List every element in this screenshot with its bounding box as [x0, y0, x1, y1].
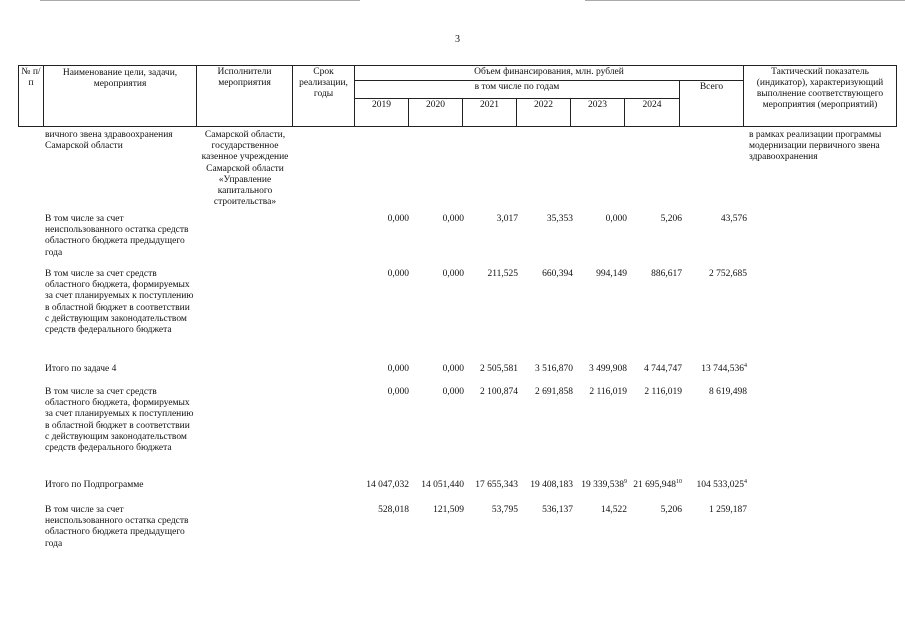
header-year: 2024	[625, 99, 680, 127]
value-2024: 886,617	[651, 269, 682, 279]
header-by-year: в том числе по годам	[355, 81, 680, 99]
scan-line	[40, 0, 360, 1]
value-2022: 19 408,183	[530, 480, 573, 490]
value-total: 43,576	[720, 214, 747, 224]
row-indicator: в рамках реализации программы модернизации первичного звена здравоохранения	[749, 130, 882, 163]
header-total: Всего	[680, 81, 744, 127]
footnote-marker: 10	[676, 478, 682, 485]
header-year: 2023	[571, 99, 625, 127]
value-2023: 994,149	[596, 269, 627, 279]
value-2024: 5,206	[660, 214, 682, 224]
value-2023: 0,000	[605, 214, 627, 224]
header-name: Наименование цели, задачи, мероприятия	[44, 66, 197, 127]
value-2022: 2 691,858	[535, 387, 573, 397]
footnote-marker: 4	[744, 478, 747, 485]
value-2023: 14,522	[600, 505, 627, 515]
value-2019: 0,000	[387, 269, 409, 279]
header-no: № п/п	[19, 66, 44, 127]
value-2021: 17 655,343	[475, 480, 518, 490]
row-name: В том числе за счет неиспользованного остатка средств областного бюджета предыдущего года	[45, 505, 189, 549]
header-year: 2022	[517, 99, 571, 127]
value-2020: 0,000	[442, 214, 464, 224]
value-2022: 3 516,870	[535, 364, 573, 374]
value-2024: 4 744,747	[644, 364, 682, 374]
value-2019: 0,000	[387, 364, 409, 374]
row-name: Итого по задаче 4	[45, 364, 117, 374]
footnote-marker: 4	[744, 362, 747, 369]
value-2021: 3,017	[496, 214, 518, 224]
value-2022: 660,394	[542, 269, 573, 279]
row-name: В том числе за счет неиспользованного остатка средств областного бюджета предыдущего года	[45, 214, 189, 258]
value-2021: 2 505,581	[480, 364, 518, 374]
value-2022: 536,137	[542, 505, 573, 515]
value-2020: 0,000	[442, 364, 464, 374]
header-year: 2019	[355, 99, 409, 127]
value-total: 104 533,025$^4$	[696, 478, 747, 490]
header-year: 2021	[463, 99, 517, 127]
value-2023: 19 339,538$^9$	[581, 478, 627, 490]
value-total: 1 259,187	[709, 505, 747, 515]
value-2019: 0,000	[387, 214, 409, 224]
page-number: 3	[455, 34, 460, 45]
header-executor: Исполнители мероприятия	[197, 66, 293, 127]
table-header	[18, 65, 897, 127]
value-total: 13 744,536$^4$	[701, 362, 747, 374]
value-2024: 2 116,019	[644, 387, 682, 397]
value-2021: 2 100,874	[480, 387, 518, 397]
value-2019: 0,000	[387, 387, 409, 397]
header-term: Срок реализации, годы	[293, 66, 355, 127]
value-2022: 35,353	[546, 214, 573, 224]
row-name: Итого по Подпрограмме	[45, 480, 144, 490]
value-2020: 0,000	[442, 269, 464, 279]
value-total: 2 752,685	[709, 269, 747, 279]
footnote-marker: 9	[624, 478, 627, 485]
value-2020: 14 051,440	[421, 480, 464, 490]
value-2023: 2 116,019	[589, 387, 627, 397]
row-executor: Самарской области, государственное казенное учреждение Самарской области «Управление капитального строительства»	[201, 130, 289, 208]
row-name: вичного звена здравоохранения Самарской области	[45, 130, 173, 152]
value-2019: 528,018	[378, 505, 409, 515]
value-2023: 3 499,908	[589, 364, 627, 374]
value-2021: 211,525	[487, 269, 518, 279]
header-indicator: Тактический показатель (индикатор), характеризующий выполнение соответствующего мероприятия (мероприятий)	[744, 66, 897, 127]
value-2021: 53,795	[491, 505, 518, 515]
header-year: 2020	[409, 99, 463, 127]
header-financing: Объем финансирования, млн. рублей	[355, 66, 744, 81]
value-2020: 121,509	[433, 505, 464, 515]
value-2024: 21 695,948$^{10}$	[633, 478, 682, 490]
value-2020: 0,000	[442, 387, 464, 397]
value-total: 8 619,498	[709, 387, 747, 397]
row-name: В том числе за счет средств областного бюджета, формируемых за счет планируемых к поступлению в областной бюджет в соответствии с действующим законодательством средств федерального бюджета	[45, 269, 194, 336]
value-2019: 14 047,032	[366, 480, 409, 490]
scan-line	[585, 0, 905, 1]
row-name: В том числе за счет средств областного бюджета, формируемых за счет планируемых к поступлению в областной бюджет в соответствии с действующим законодательством средств федерального бюджета	[45, 387, 194, 454]
value-2024: 5,206	[660, 505, 682, 515]
